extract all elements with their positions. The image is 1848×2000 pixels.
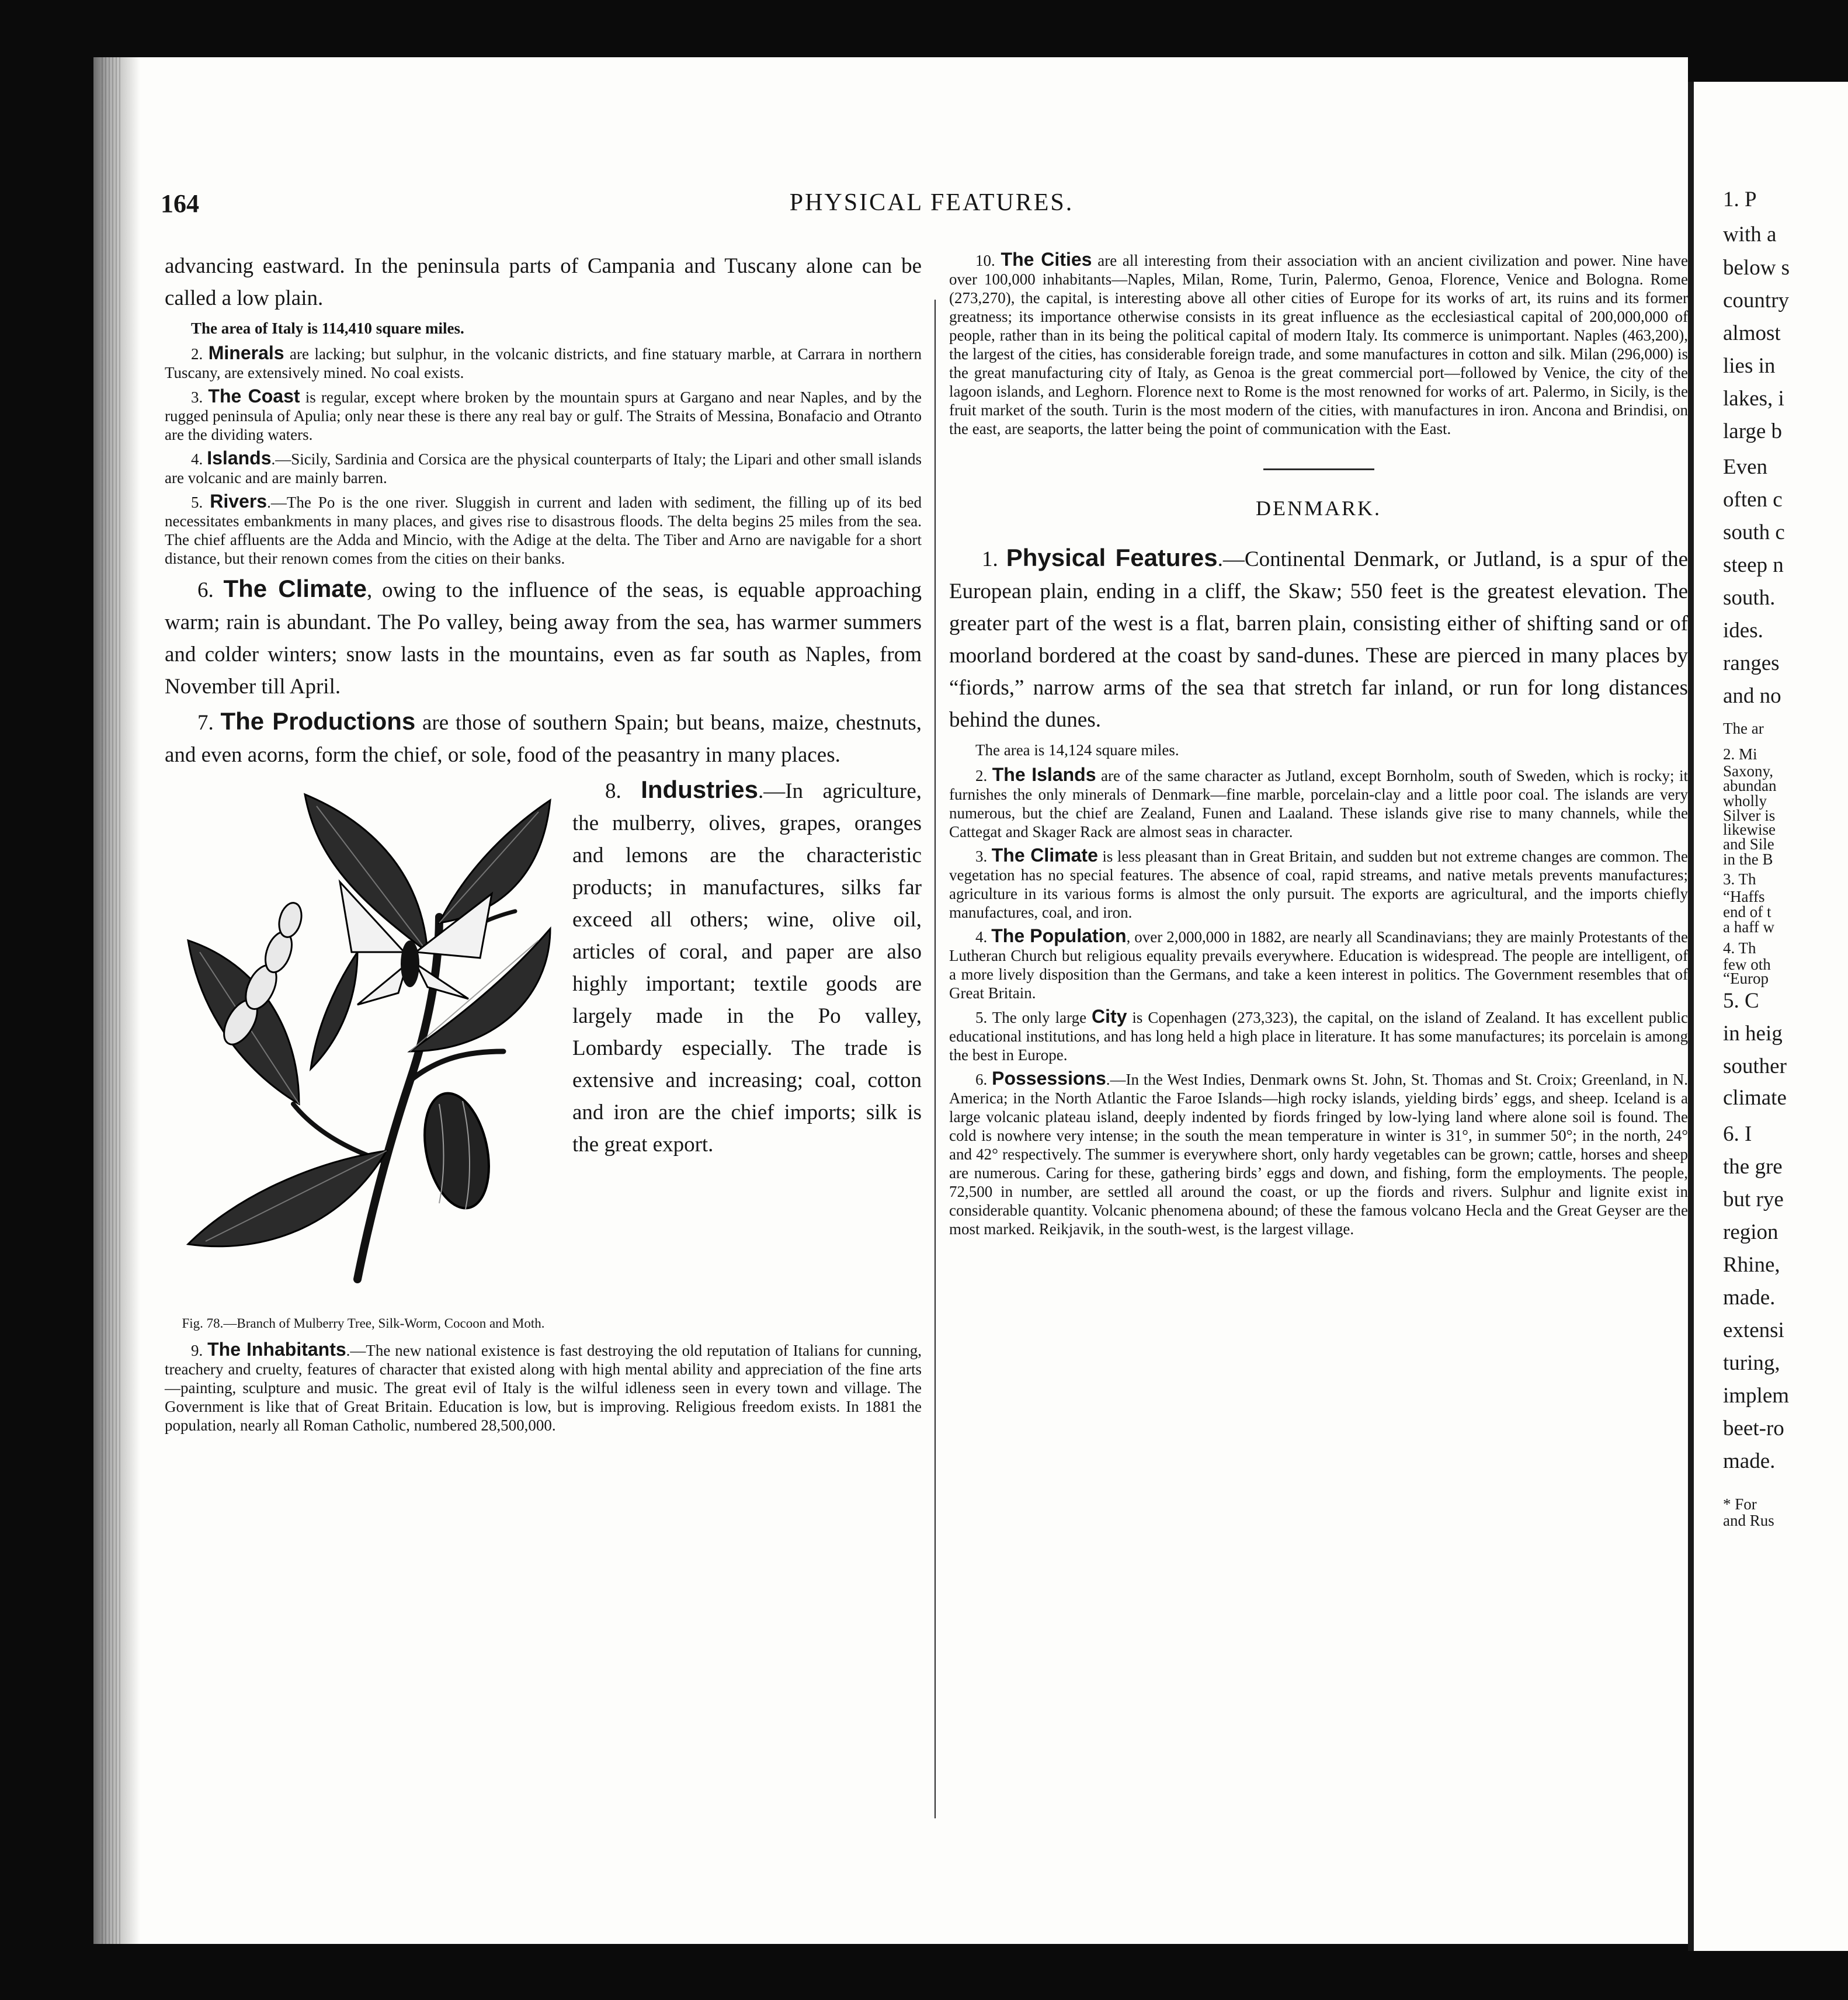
next-page-fragment: ranges <box>1723 651 1780 675</box>
next-page-fragment: made. <box>1723 1286 1776 1310</box>
next-page-fragment: * For <box>1723 1495 1757 1513</box>
next-page-fragment: Even <box>1723 455 1768 479</box>
city-paragraph: 5. The only large City is Copenhagen (273,323), the capital, on the island of Zealand. It has excellent public educational institutions, and has long held a high place in literature. It has some manufactures; its porcelain is among the best in Europe. <box>949 1006 1688 1064</box>
next-page-fragment: Silver is <box>1723 807 1776 824</box>
rivers-paragraph: 5. Rivers.—The Po is the one river. Sluggish in current and laden with sediment, the filling up of its bed necessitates embankments in many places, and gives rise to disastrous floods. The delta begins 25 miles from the sea. The chief affluents are the Adda and Mincio, with the Adige at the delta. The Tiber and Arno are navigable for a short distance, but their renown comes from the cities on their banks. <box>165 491 922 567</box>
next-page-fragment: the gre <box>1723 1155 1783 1179</box>
minerals-heading: Minerals <box>208 342 284 363</box>
cities-paragraph: 10. The Cities are all interesting from their association with an ancient civilization and power. Nine have over 100,000 inhabitants—Naples, Milan, Rome, Turin, Palermo, Genoa, Florence, Venice and Bologna. Rome (273,270), the capital, is interesting above all other cities of Europe for its works of art, its ruins and its former greatness; its importance otherwise consists in its great influence as the ecclesiastical capital of 200,000,000 of people, rather than in its being the political capital of modern Italy. Its commerce is unimportant. Naples (463,200), the largest of the cities, has considerable foreign trade, and some manufactures in cotton and silk. Milan (296,000) is the great manufacturing city of Italy, as Genoa is the great commercial port—followed by Venice, the city of the lagoon islands, and Leghorn. Florence next to Rome is the most renowned for works of art. Palermo, in Sicily, is the fruit market of the south. Turin is the most modern of the cities, with manufactures in iron. Ancona and Brindisi, on the east, are seaports, the latter being the point of communication with the East. <box>949 249 1688 438</box>
next-page-fragment: a haff w <box>1723 918 1774 936</box>
next-page-fragment: wholly <box>1723 792 1767 810</box>
next-page-fragment: region <box>1723 1220 1778 1244</box>
next-page-fragment: 2. Mi <box>1723 745 1757 763</box>
next-page-fragment: in heig <box>1723 1022 1783 1046</box>
next-page-fragment: ides. <box>1723 619 1763 643</box>
inhabitants-paragraph: 9. The Inhabitants.—The new national existence is fast destroying the old reputation of Italians for cunning, treachery and cruelty, features of character that existed along with high mental ability and appreciation of the fine arts—painting, sculpture and music. The great evil of Italy is the wilful idleness seen in every town and village. The Government is like that of Great Britain. Education is low, but is improving. Religious freedom exists. In 1881 the population, nearly all Roman Catholic, numbered 28,500,000. <box>165 1339 922 1434</box>
population-heading: The Population <box>991 925 1127 946</box>
mulberry-branch-illustration <box>165 777 562 1291</box>
next-page-fragment: The ar <box>1723 720 1764 737</box>
cities-heading: The Cities <box>1001 249 1092 270</box>
section-separator <box>1263 468 1374 470</box>
coast-paragraph: 3. The Coast is regular, except where broken by the mountain spurs at Gargano and near Naples, and by the rugged peninsula of Apulia; only near these is there any real bay or gulf. The Straits of Messina, Bonafacio and Otranto are the dividing waters. <box>165 386 922 443</box>
next-page-fragment: but rye <box>1723 1188 1784 1211</box>
islands-paragraph: 4. Islands.—Sicily, Sardinia and Corsica are the physical counterparts of Italy; the Lipari and other small islands are volcanic and are mainly barren. <box>165 447 922 487</box>
next-page-fragment: “Haffs <box>1723 888 1765 905</box>
page-number: 164 <box>161 189 199 218</box>
next-page-fragment: below s <box>1723 256 1790 280</box>
next-page-fragment: lies in <box>1723 354 1776 378</box>
industries-section <box>165 773 922 1338</box>
industries-heading: Industries <box>641 776 758 803</box>
next-page-fragment: 3. Th <box>1723 870 1756 888</box>
next-page-fragment: extensi <box>1723 1318 1784 1342</box>
physical-features-paragraph: 1. Physical Features.—Continental Denmark, or Jutland, is a spur of the European plain, ending in a cliff, the Skaw; 550 feet is the greatest elevation. The greater part of the west is a flat, barren plain, consisting either of shifting sand or of moorland bordered at the coast by sand-dunes. These are pierced in many places by “fiords,” narrow arms of the sea that stretch far inland, or run for long distances behind the dunes. <box>949 544 1688 732</box>
intro-paragraph: advancing eastward. In the peninsula parts of Campania and Tuscany alone can be called a low plain. <box>165 254 922 310</box>
next-page-fragment: abundan <box>1723 777 1777 794</box>
next-page-fragment: beet-ro <box>1723 1416 1784 1440</box>
denmark-title: DENMARK. <box>1255 496 1381 520</box>
denmark-climate-paragraph: 3. The Climate is less pleasant than in Great Britain, and sudden but not extreme changes are common. The vegetation has no special features. The absence of coal, rapid streams, and native metals prevents manufactures; agriculture in its various forms is almost the only pursuit. The exports are agricultural, and the imports chiefly manufactures, coal, and iron. <box>949 845 1688 921</box>
coast-heading: The Coast <box>208 386 300 407</box>
next-page-fragment: and Rus <box>1723 1512 1774 1529</box>
next-page-fragment: with a <box>1723 223 1777 246</box>
right-column <box>949 250 1688 1243</box>
denmark-islands-heading: The Islands <box>992 764 1096 785</box>
next-page-fragment: and no <box>1723 684 1781 708</box>
population-paragraph: 4. The Population, over 2,000,000 in 1882, are nearly all Scandinavians; they are mainly Protestants of the Lutheran Church but religious equality prevails everywhere. Education is widespread. The people are intelligent, of a more lively disposition than the Germans, and take a keen interest in politics. The Government resembles that of Great Britain. <box>949 925 1688 1002</box>
mulberry-figure <box>165 777 562 1332</box>
next-page-edge <box>1688 82 1848 1951</box>
inhabitants-heading: The Inhabitants <box>207 1339 346 1360</box>
minerals-paragraph: 2. Minerals are lacking; but sulphur, in the volcanic districts, and fine statuary marble, at Carrara in northern Tuscany, are extensively mined. No coal exists. <box>165 342 922 381</box>
possessions-paragraph: 6. Possessions.—In the West Indies, Denmark owns St. John, St. Thomas and St. Croix; Greenland, in N. America; in the North Atlantic the Faroe Islands—high rocky islands, yielding birds’ eggs, and sheep. Iceland is a large volcanic plateau island, deeply indented by fiords fringed by low-lying land where alone soil is found. The cold is nowhere very intense; in the south the mean temperature in winter is 31°, in summer 50°; in the north, 24° and 42° respectively. The summer is everywhere short, only hardy vegetables can be grown; cattle, horses and sheep are numerous. Caring for these, gathering birds’ eggs and down, and fishing, form the employments. The people, 72,500 in number, are settled all around the coast, or up the fiords and rivers. Sulphur and lignite exist in considerable quantity. Volcanic phenomena abound; of these the famous volcano Hecla and the Great Geyser are the most marked. Reikjavik, in the south-west, is the largest village. <box>949 1068 1688 1238</box>
next-page-fragment: steep n <box>1723 553 1784 577</box>
next-page-fragment: 6. I <box>1723 1122 1752 1146</box>
book-page <box>93 57 1688 1944</box>
denmark-area: The area is 14,124 square miles. <box>975 741 1179 759</box>
next-page-fragment: turing, <box>1723 1351 1780 1375</box>
running-head: PHYSICAL FEATURES. <box>789 189 1074 216</box>
next-page-fragment: almost <box>1723 321 1781 345</box>
next-page-fragment: Saxony, <box>1723 762 1773 780</box>
islands-heading: Islands <box>207 447 272 468</box>
denmark-climate-heading: The Climate <box>991 845 1098 866</box>
next-page-fragment: “Europ <box>1723 970 1769 987</box>
next-page-fragment: likewise <box>1723 821 1776 838</box>
next-page-fragment: in the B <box>1723 850 1773 868</box>
next-page-fragment: few oth <box>1723 956 1771 973</box>
book-gutter <box>93 57 140 1944</box>
italy-area: The area of Italy is 114,410 square miles. <box>191 320 464 337</box>
productions-paragraph: 7. The Productions are those of southern Spain; but beans, maize, chestnuts, and even acorns, form the chief, or sole, food of the peasantry in many places. <box>165 707 922 767</box>
next-page-fragment: south c <box>1723 520 1785 544</box>
next-page-fragment: 1. P <box>1723 188 1757 211</box>
next-page-fragment: country <box>1723 289 1790 312</box>
possessions-heading: Possessions <box>992 1068 1106 1089</box>
city-heading: City <box>1092 1006 1127 1027</box>
column-rule <box>935 300 936 1818</box>
left-column <box>165 250 922 1439</box>
page-header <box>161 189 1562 224</box>
next-page-fragment: souther <box>1723 1054 1787 1078</box>
next-page-fragment: south. <box>1723 586 1776 610</box>
next-page-fragment: implem <box>1723 1384 1790 1408</box>
next-page-fragment: 4. Th <box>1723 939 1756 957</box>
next-page-fragment: made. <box>1723 1449 1776 1473</box>
industries-paragraph: 8. Industries.—In agriculture, the mulberry, olives, grapes, oranges and lemons are the characteristic products; in manufactures, silks far exceed all others; wine, olive oil, articles of coral, and paper are also highly important; textile goods are largely made in the Po valley, Lombardy especially. The trade is extensive and increasing; coal, cotton and iron are the chief imports; silk is the great export. <box>572 776 922 1157</box>
next-page-fragment: Rhine, <box>1723 1253 1780 1277</box>
next-page-fragment: climate <box>1723 1086 1787 1110</box>
physical-features-heading: Physical Features <box>1006 544 1218 571</box>
climate-paragraph: 6. The Climate, owing to the influence of the seas, is equable approaching warm; rain is abundant. The Po valley, being away from the sea, has warmer summers and colder winters; snow lasts in the mountains, even as far south as Naples, from November till April. <box>165 575 922 699</box>
next-page-fragment: large b <box>1723 419 1783 443</box>
denmark-islands-paragraph: 2. The Islands are of the same character as Jutland, except Bornholm, south of Sweden, which is rocky; it furnishes the only minerals of Denmark—fine marble, porcelain-clay and a little poor coal. The islands are very numerous, but the chief are Zealand, Funen and Laaland. These islands give rise to many channels, while the Cattegat and Skager Rack are almost seas in character. <box>949 764 1688 841</box>
rivers-heading: Rivers <box>210 491 268 512</box>
figure-caption: Fig. 78.—Branch of Mulberry Tree, Silk-Worm, Cocoon and Moth. <box>182 1316 545 1331</box>
next-page-fragment: and Sile <box>1723 835 1774 853</box>
next-page-fragment: lakes, i <box>1723 387 1784 411</box>
next-page-fragment: end of t <box>1723 903 1771 921</box>
next-page-fragment: 5. C <box>1723 989 1759 1013</box>
next-page-fragment: often c <box>1723 488 1783 512</box>
productions-heading: The Productions <box>220 707 416 735</box>
climate-heading: The Climate <box>223 575 367 602</box>
